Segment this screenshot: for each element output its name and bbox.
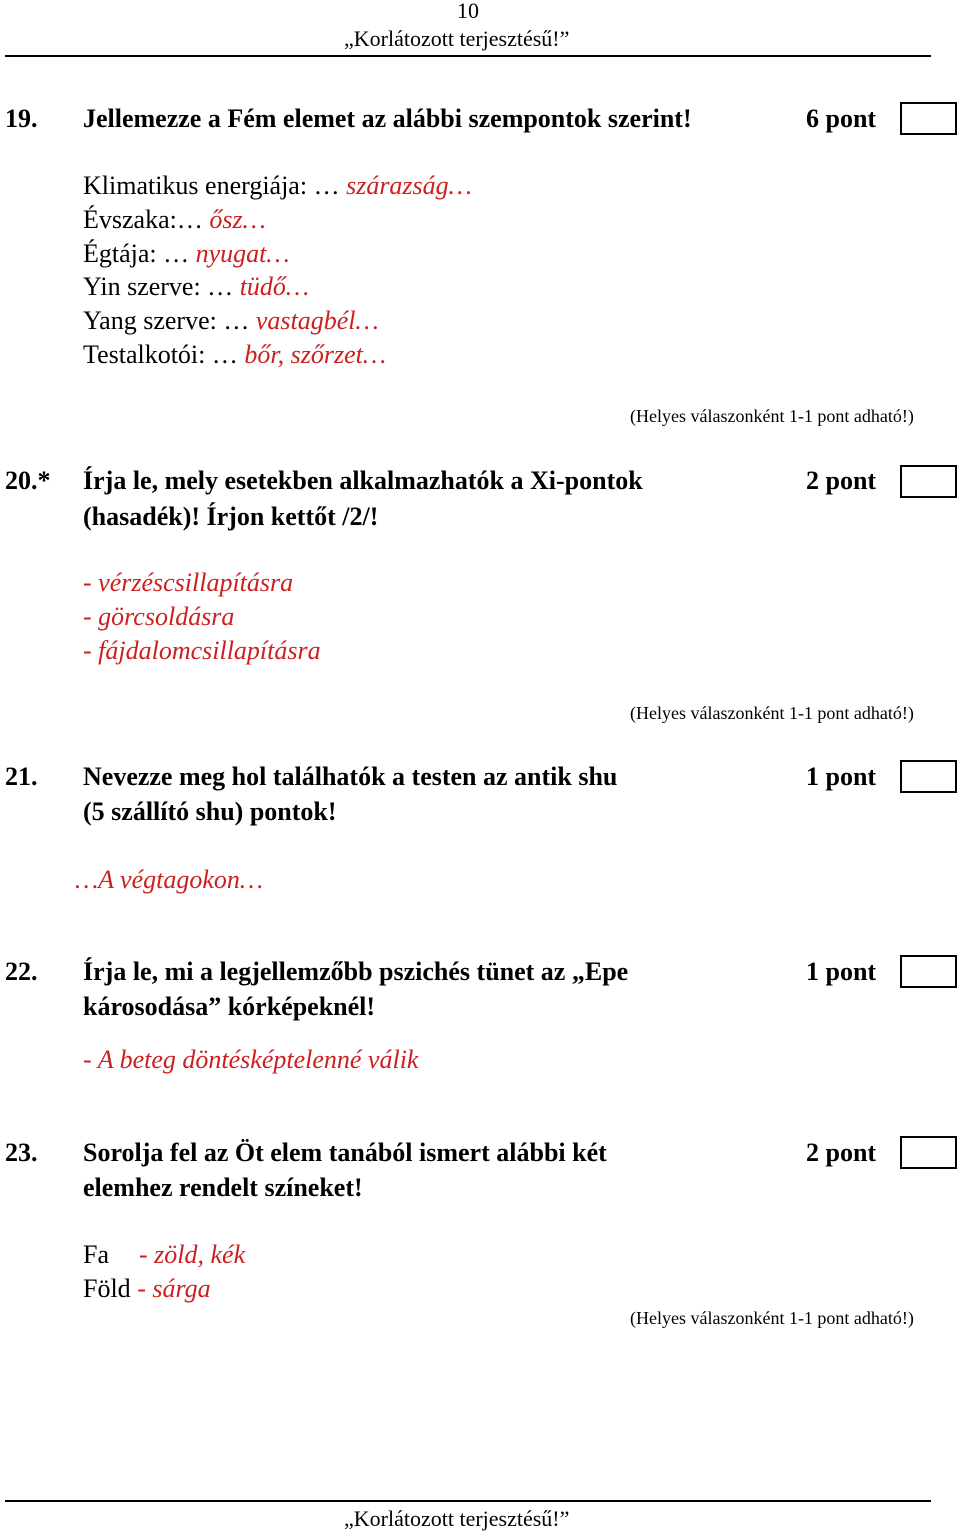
answer-text: ősz… <box>209 205 266 234</box>
question-points: 2 pont <box>806 1138 877 1167</box>
question-text: károsodása” kórképeknél! <box>83 992 376 1021</box>
score-box[interactable] <box>900 1136 957 1169</box>
footer-rule <box>5 1500 931 1502</box>
page-number: 10 <box>457 0 479 23</box>
question-text: Írja le, mely esetekben alkalmazhatók a Xi-pontok <box>83 466 643 495</box>
question-text: Írja le, mi a legjellemzőbb pszichés tünet az „Epe <box>83 957 629 986</box>
answer-text: …A végtagokon… <box>75 865 263 894</box>
question-number: 20.* <box>5 466 51 495</box>
answer-text: tüdő… <box>239 272 310 301</box>
item-label: Klimatikus energiája: … <box>83 171 347 200</box>
header-rule <box>5 55 931 57</box>
answer-text: vastagbél… <box>255 306 379 335</box>
question-text: (hasadék)! Írjon kettőt /2/! <box>83 502 379 531</box>
question-number: 19. <box>5 104 38 133</box>
answer-text: szárazság… <box>346 171 472 200</box>
score-box[interactable] <box>900 465 957 498</box>
question-number: 23. <box>5 1138 38 1167</box>
answer-line-earth-colors <box>83 1274 211 1304</box>
answer-text: - A beteg döntésképtelenné válik <box>83 1045 419 1074</box>
answer-text: - sárga <box>137 1274 211 1303</box>
answer-line-wood-colors <box>83 1240 245 1270</box>
footer-distribution-notice: „Korlátozott terjesztésű!” <box>344 1506 570 1531</box>
question-points: 1 pont <box>806 762 877 791</box>
question-text: Nevezze meg hol találhatók a testen az antik shu <box>83 762 618 791</box>
answer-text: bőr, szőrzet… <box>244 340 386 369</box>
question-number: 21. <box>5 762 38 791</box>
answer-line-body-tissue <box>83 340 386 370</box>
answer-text: - zöld, kék <box>139 1240 246 1269</box>
answer-line-yin-organ <box>83 272 309 302</box>
question-number: 22. <box>5 957 38 986</box>
question-text: Sorolja fel az Öt elem tanából ismert alábbi két <box>83 1138 607 1167</box>
score-box[interactable] <box>900 955 957 988</box>
question-points: 1 pont <box>806 957 877 986</box>
question-points: 2 pont <box>806 466 877 495</box>
item-label: Yin szerve: … <box>83 272 240 301</box>
answer-line-season <box>83 205 266 235</box>
question-text: Jellemezze a Fém elemet az alábbi szempontok szerint! <box>83 104 692 133</box>
answer-text: - görcsoldásra <box>83 602 235 631</box>
answer-text: nyugat… <box>195 239 290 268</box>
score-box[interactable] <box>900 102 957 135</box>
answer-line-yang-organ <box>83 306 379 336</box>
answer-line-direction <box>83 239 290 269</box>
question-text: (5 szállító shu) pontok! <box>83 797 337 826</box>
question-points: 6 pont <box>806 104 877 133</box>
item-label: Föld <box>83 1274 138 1303</box>
item-label: Testalkotói: … <box>83 340 245 369</box>
scoring-note: (Helyes válaszonként 1-1 pont adható!) <box>630 406 914 426</box>
item-label: Égtája: … <box>83 239 196 268</box>
question-text: elemhez rendelt színeket! <box>83 1173 363 1202</box>
answer-line-climate <box>83 171 472 201</box>
item-label: Fa <box>83 1240 109 1269</box>
answer-text: - vérzéscsillapításra <box>83 568 294 597</box>
scoring-note: (Helyes válaszonként 1-1 pont adható!) <box>630 1308 914 1328</box>
score-box[interactable] <box>900 760 957 793</box>
item-label: Évszaka:… <box>83 205 210 234</box>
scoring-note: (Helyes válaszonként 1-1 pont adható!) <box>630 703 914 723</box>
header-distribution-notice: „Korlátozott terjesztésű!” <box>344 26 570 51</box>
answer-text: - fájdalomcsillapításra <box>83 636 321 665</box>
item-label: Yang szerve: … <box>83 306 256 335</box>
